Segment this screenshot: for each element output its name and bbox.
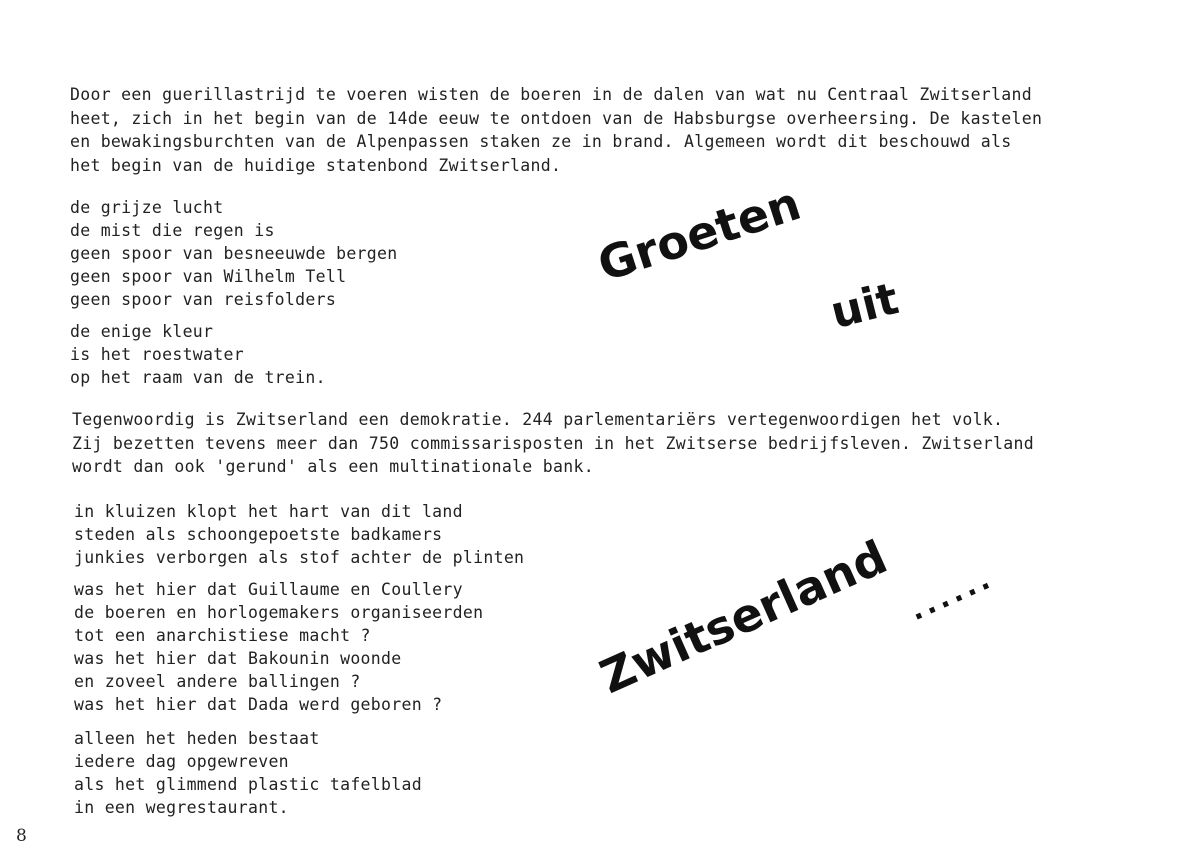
poem-line: is het roestwater bbox=[70, 345, 244, 364]
poem-2-stanza-1 bbox=[74, 500, 524, 569]
intro-line: Door een guerillastrijd te voeren wisten de boeren in de dalen van wat nu Centraal Zwitserland bbox=[70, 85, 1032, 104]
poem-line: de enige kleur bbox=[70, 322, 214, 341]
poem-2-stanza-3 bbox=[74, 727, 422, 819]
poem-line: was het hier dat Bakounin woonde bbox=[74, 649, 402, 668]
poem-line: geen spoor van besneeuwde bergen bbox=[70, 244, 398, 263]
poem-line: als het glimmend plastic tafelblad bbox=[74, 775, 422, 794]
middle-paragraph bbox=[72, 408, 1034, 479]
poem-1-stanza-2 bbox=[70, 320, 326, 389]
intro-line: en bewakingsburchten van de Alpenpassen staken ze in brand. Algemeen wordt dit beschouwd als bbox=[70, 132, 1012, 151]
poem-line: en zoveel andere ballingen ? bbox=[74, 672, 361, 691]
poem-line: geen spoor van Wilhelm Tell bbox=[70, 267, 347, 286]
poem-1-stanza-1 bbox=[70, 196, 397, 311]
intro-paragraph bbox=[70, 83, 1042, 177]
middle-line: Tegenwoordig is Zwitserland een demokratie. 244 parlementariërs vertegenwoordigen het volk. bbox=[72, 410, 1004, 429]
middle-line: Zij bezetten tevens meer dan 750 commissarisposten in het Zwitserse bedrijfsleven. Zwitserland bbox=[72, 433, 1034, 453]
poem-line: de grijze lucht bbox=[70, 198, 224, 217]
display-title-groeten: Groeten bbox=[591, 176, 807, 292]
poem-line: in kluizen klopt het hart van dit land bbox=[74, 502, 463, 521]
display-title-zwitserland: Zwitserland bbox=[592, 529, 895, 704]
poem-line: de boeren en horlogemakers organiseerden bbox=[74, 603, 484, 622]
poem-line: in een wegrestaurant. bbox=[74, 798, 289, 817]
display-title-dots: ...... bbox=[904, 561, 999, 627]
display-title-uit: uit bbox=[825, 273, 904, 339]
middle-line: wordt dan ook 'gerund' als een multinationale bank. bbox=[72, 457, 594, 476]
poem-line: tot een anarchistiese macht ? bbox=[74, 626, 371, 645]
poem-line: junkies verborgen als stof achter de plinten bbox=[74, 548, 525, 567]
intro-line: heet, zich in het begin van de 14de eeuw te ontdoen van de Habsburgse overheersing. De kastelen bbox=[70, 108, 1043, 128]
poem-line: was het hier dat Dada werd geboren ? bbox=[74, 695, 443, 714]
poem-line: geen spoor van reisfolders bbox=[70, 290, 337, 309]
page-number: 8 bbox=[16, 826, 27, 846]
poem-line: de mist die regen is bbox=[70, 221, 275, 240]
poem-line: steden als schoongepoetste badkamers bbox=[74, 525, 443, 544]
poem-line: alleen het heden bestaat bbox=[74, 729, 320, 748]
poem-line: was het hier dat Guillaume en Coullery bbox=[74, 580, 463, 599]
intro-line: het begin van de huidige statenbond Zwitserland. bbox=[70, 155, 562, 175]
poem-line: op het raam van de trein. bbox=[70, 368, 326, 387]
poem-2-stanza-2 bbox=[74, 578, 483, 716]
poem-line: iedere dag opgewreven bbox=[74, 752, 289, 771]
